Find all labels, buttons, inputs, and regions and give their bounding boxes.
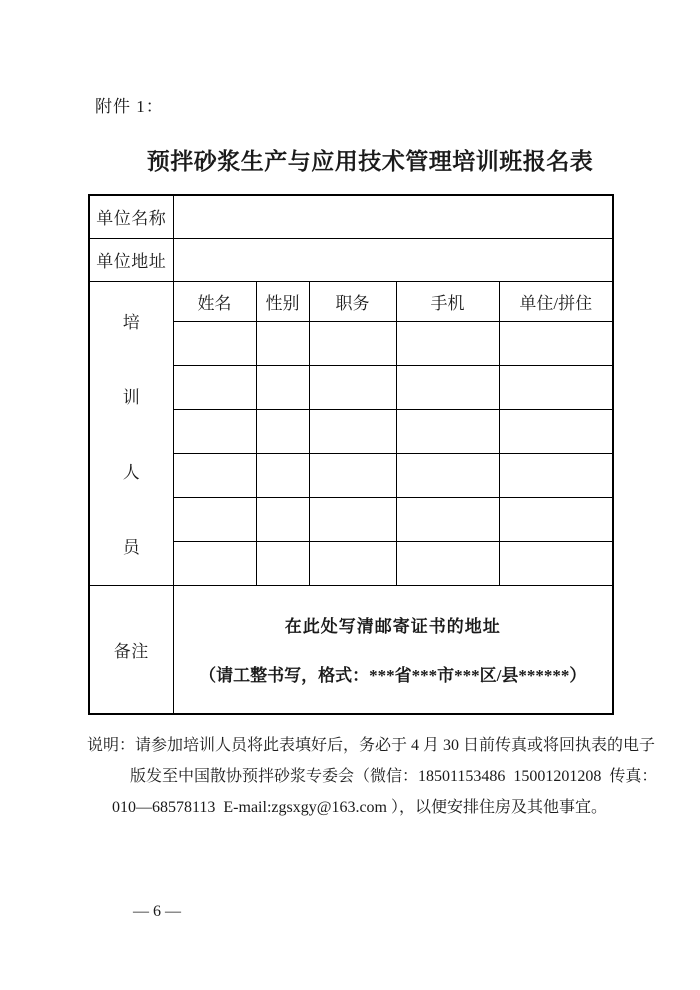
footnote-text-1: 请参加培训人员将此表填好后，务必于 4 月 30 日前传真或将回执表的电子 [135, 737, 656, 754]
trainee-input-cell [309, 497, 396, 541]
trainee-input-cell [396, 541, 499, 585]
unit-name-row [89, 195, 613, 238]
trainee-input-cell [173, 321, 256, 365]
col-header-mobile: 手机 [396, 281, 499, 321]
trainee-input-cell [499, 321, 613, 365]
trainee-input-cell [396, 321, 499, 365]
page-title: 预拌砂浆生产与应用技术管理培训班报名表 [146, 149, 594, 174]
trainee-header-row [89, 281, 613, 321]
trainee-input-cell [396, 497, 499, 541]
footnote-label: 说明： [87, 737, 136, 754]
trainee-input-cell [499, 541, 613, 585]
trainee-input-cell [256, 321, 309, 365]
trainee-input-cell [499, 365, 613, 409]
unit-address-row [89, 238, 613, 281]
col-header-name: 姓名 [173, 281, 256, 321]
trainee-input-cell [256, 497, 309, 541]
trainee-input-cell [499, 409, 613, 453]
trainee-input-cell [173, 497, 256, 541]
registration-table [88, 194, 614, 715]
trainee-input-cell [309, 453, 396, 497]
footnote-line-1 [87, 730, 656, 761]
trainees-section-label [89, 281, 173, 585]
page-number: — 6 — [133, 903, 181, 920]
trainee-input-cell [309, 321, 396, 365]
unit-name-field [173, 195, 613, 238]
trainee-input-cell [499, 453, 613, 497]
unit-name-label: 单位名称 [89, 195, 173, 238]
footnote-line-3: 010—68578113 E-mail:zgsxgy@163.com ），以便安排住房及其他事宜。 [112, 799, 608, 816]
unit-address-label: 单位地址 [89, 238, 173, 281]
trainee-label-char: 员 [122, 538, 140, 557]
remark-label: 备注 [89, 585, 173, 714]
trainee-input-cell [396, 453, 499, 497]
trainee-input-cell [309, 409, 396, 453]
trainee-input-cell [173, 409, 256, 453]
trainee-label-char: 人 [122, 463, 140, 482]
col-header-room: 单住/拼住 [499, 281, 613, 321]
trainee-input-cell [173, 541, 256, 585]
remark-instruction-main: 在此处写清邮寄证书的地址 [284, 617, 501, 637]
trainee-input-cell [396, 409, 499, 453]
col-header-gender: 性别 [256, 281, 309, 321]
trainee-input-cell [256, 409, 309, 453]
unit-address-field [173, 238, 613, 281]
trainee-input-cell [309, 541, 396, 585]
trainee-input-cell [499, 497, 613, 541]
remark-content [174, 586, 613, 713]
trainee-input-cell [173, 453, 256, 497]
trainee-label-char: 培 [122, 313, 140, 332]
remark-field [173, 585, 613, 714]
trainee-input-cell [256, 365, 309, 409]
attachment-label: 附件 1： [95, 97, 164, 116]
trainee-label-char: 训 [122, 388, 140, 407]
trainee-input-cell [396, 365, 499, 409]
footnote [87, 730, 658, 823]
trainee-input-cell [256, 541, 309, 585]
trainees-vertical-label [90, 283, 173, 583]
remark-row [89, 585, 613, 714]
trainee-input-cell [173, 365, 256, 409]
remark-instruction-format: （请工整书写，格式：***省***市***区/县******） [199, 666, 587, 686]
trainee-input-cell [309, 365, 396, 409]
col-header-position: 职务 [309, 281, 396, 321]
trainee-input-cell [256, 453, 309, 497]
footnote-line-2: 版发至中国散协预拌砂浆专委会（微信：18501153486 15001201208 传真： [130, 768, 658, 785]
